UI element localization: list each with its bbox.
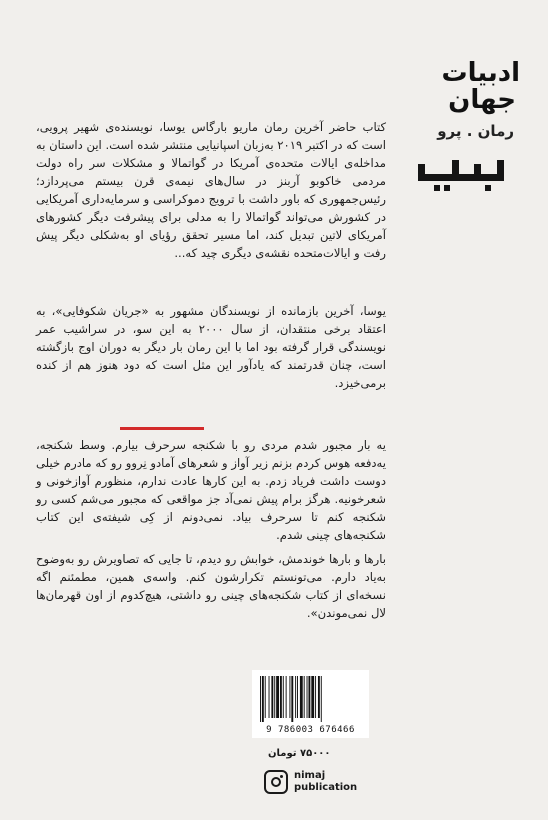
barcode-bar (308, 676, 310, 718)
barcode-bar (318, 676, 320, 718)
barcode-bar (321, 676, 322, 722)
barcode-bar (304, 676, 305, 718)
series-title (420, 60, 520, 114)
price-label: ۷۵۰۰۰ تومان (268, 748, 331, 759)
barcode-bar (265, 676, 266, 718)
barcode-bar (311, 676, 314, 718)
excerpt-quote (36, 436, 386, 628)
barcode-bar (291, 676, 293, 722)
barcode-bar (286, 676, 287, 718)
red-divider (120, 427, 204, 430)
barcode-bar (271, 676, 273, 718)
nimaj-logo-graphic (414, 154, 524, 194)
barcode-bar (260, 676, 261, 722)
barcode-bar (280, 676, 282, 718)
barcode-bar (307, 676, 308, 718)
barcode-bars (260, 676, 361, 722)
barcode-bar (289, 676, 290, 718)
barcode-bar (300, 676, 303, 718)
genre-label: رمان . پرو (437, 122, 514, 140)
excerpt-paragraph-2: بارها و بارها خوندمش، خوابش رو دیدم، تا جایی که تصاویرش رو به‌وضوح به‌یاد دارم. می‌تونستم تکرارشون کنم. واسه‌ی همین، مطمئنم اگه نسخه‌ای از کتاب شکنجه‌های چینی رو داشتی، هیچ‌کدوم از اون قهرمان‌ها لال نمی‌موندن». (36, 552, 386, 620)
barcode-bar (297, 676, 298, 718)
barcode-bar (262, 676, 264, 722)
barcode-bar (274, 676, 275, 718)
publisher-block (264, 768, 384, 800)
instagram-icon (264, 770, 288, 794)
barcode-bar (283, 676, 284, 718)
barcode-bar (295, 676, 296, 718)
excerpt-paragraph-1: یه بار مجبور شدم مردی رو با شکنجه سرحرف بیارم. وسط شکنجه، یه‌دفعه هوس کردم بزنم زیر آواز و شعرهای آمادو نِروو رو که مادرم خیلی دوست داشت فریاد زدم. به این کارها عادت ندارم، منظورم آوازخونی و شعرخونیه. هرگز برام پیش نمی‌آد جز مواقعی که مجبور می‌شم کسی رو شکنجه کنم تا سرحرف بیاد. نمی‌دونم از کِی شیفته‌ی این کتاب شکنجه‌های چینی شدم. (36, 438, 386, 542)
series-title-line1: ادبیات (441, 58, 520, 88)
description-paragraph-2: یوسا، آخرین بازمانده از نویسندگان مشهور به «جریان شکوفایی»، به اعتقاد برخی منتقدان، از سال ۲۰۰۰ به این سو، در سراشیب عمر نویسندگی قرار گرفته بود اما با این رمان بار دیگر به دوران اوج بازگشته است، چنان قدرتمند که یادآور این مثل است که دود هنوز هم از کنده برمی‌خیزد. (36, 304, 387, 390)
barcode-bar (269, 676, 270, 718)
isbn-number: 9 786003 676466 (266, 725, 355, 735)
description-paragraph-1: کتاب حاضر آخرین رمان ماریو بارگاس یوسا، نویسنده‌ی شهیر پرویی، است که در اکتبر ۲۰۱۹ به‌زبان اسپانیایی منتشر شده است. این داستان به مداخله‌ی ایالات متحده‌ی آمریکا در گواتمالا و مشکلات سر راه دولت مردمی خاکوبو آربنز در سال‌های نیمه‌ی قرن بیستم می‌پردازد؛ رئیس‌جمهوری که باور داشت با ترویج دموکراسی و سرمایه‌داری آمریکایی در کشورش می‌تواند گواتمالا را به مدلی برای پیشرفت دیگر کشورهای آمریکای لاتین تبدیل کند، اما مسیر تحقق رؤیای او به‌شکلی دیگر پیش رفت و ایالات‌متحده نقشه‌ی دیگری چید که... (36, 120, 386, 260)
publisher-name-line2: publication (294, 782, 358, 793)
publisher-name (294, 770, 357, 794)
barcode-bar (276, 676, 279, 718)
series-title-line2: جهان (448, 85, 516, 115)
isbn-barcode (252, 670, 369, 738)
barcode-bar (315, 676, 316, 718)
nimaj-logo-icon (414, 154, 524, 194)
publisher-name-line1: nimaj (294, 770, 326, 781)
